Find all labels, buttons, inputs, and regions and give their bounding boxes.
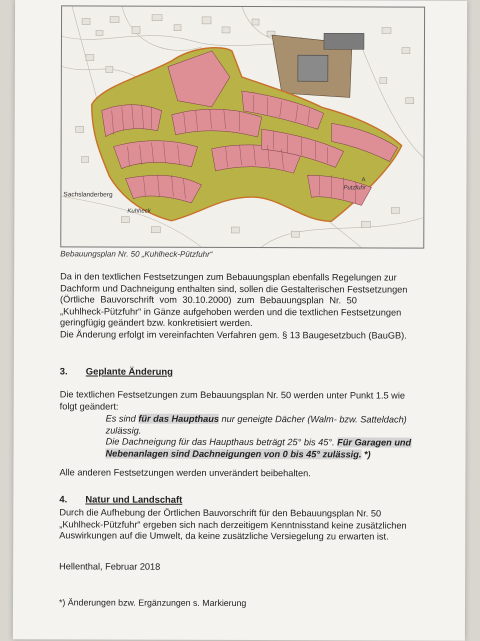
quote-text: Es sind [105, 413, 139, 424]
intro-line: „Kuhlheck-Pützfuhr“ in Gänze aufgehoben werden und die textlichen Festsetzungen [60, 306, 402, 318]
section-4-paragraph [59, 507, 447, 543]
map-label-right: Putzfuhr [343, 185, 366, 192]
section-title: Geplante Änderung [85, 365, 173, 377]
section-title: Natur und Landschaft [85, 493, 183, 505]
text-line: „Kuhlheck-Pützfuhr“ ergeben sich nach derzeitigem Kenntnisstand keine zusätzlichen [59, 518, 407, 531]
map-label-bottom: Kuhheck [127, 208, 151, 215]
footnote-marker: *) [361, 449, 371, 460]
document-page [13, 0, 467, 641]
text-line: Durch die Aufhebung der Örtlichen Bauvorschrift für den Bebauungsplan Nr. 50 [59, 507, 382, 519]
highlighted-text: für das Haupthaus [138, 413, 220, 424]
section-number: 3. [59, 365, 68, 377]
intro-line: Die Änderung erfolgt im vereinfachten Verfahren gem. § 13 Baugesetzbuch (BauGB). [59, 329, 407, 341]
quote-line [106, 414, 448, 427]
site-plan-map [60, 5, 425, 248]
footnote: *) Änderungen bzw. Ergänzungen s. Markierung [58, 597, 247, 609]
quote-text: nur geneigte Dächer (Walm- bzw. Satteldach) [218, 413, 407, 425]
site-plan-map-graphic [61, 6, 424, 247]
place-date: Hellenthal, Februar 2018 [59, 561, 161, 572]
section-3-intro [60, 389, 448, 414]
amended-provision [106, 414, 448, 462]
text-line: folgt geändert: [59, 400, 119, 412]
highlighted-text: Für Garagen und [337, 437, 412, 448]
quote-line: zulässig. [105, 425, 142, 436]
map-label-left: Sachslanderberg [63, 191, 113, 199]
section-number: 4. [59, 493, 68, 505]
intro-line: (Örtliche Bauvorschrift vom 30.10.2000) zum Bebauungsplan Nr. 50 [60, 294, 357, 306]
quote-text: Die Dachneigung für das Haupthaus beträgt 25° bis 45°. [105, 436, 338, 448]
intro-line: Da in den textlichen Festsetzungen zum Bebauungsplan ebenfalls Regelungen zur [60, 271, 397, 283]
section-4-heading [59, 493, 182, 504]
section-3-heading [60, 365, 173, 376]
intro-paragraph [60, 271, 448, 342]
highlighted-text: Nebenanlagen sind Dachneigungen von 0 bis 45° zulässig. [105, 448, 362, 460]
quote-line [106, 448, 448, 461]
text-line: Auswirkungen auf die Umwelt, da keine zusätzliche Versiegelung zu erwarten ist. [59, 530, 389, 542]
map-legend-char: A [361, 177, 366, 184]
intro-line: geringfügig geändert bzw. konkretisiert werden. [59, 317, 253, 329]
text-line: Die textlichen Festsetzungen zum Bebauungsplan Nr. 50 werden unter Punkt 1.5 wie [59, 389, 406, 401]
intro-line: Dachform und Dachneigung enthalten sind, sollen die Gestalterischen Festsetzungen [60, 282, 408, 295]
quote-line [106, 437, 448, 450]
section-3-closing: Alle anderen Festsetzungen werden unverändert beibehalten. [59, 467, 311, 479]
map-caption: Bebauungsplan Nr. 50 „Kuhlheck-Pützfuhr“ [60, 249, 213, 259]
